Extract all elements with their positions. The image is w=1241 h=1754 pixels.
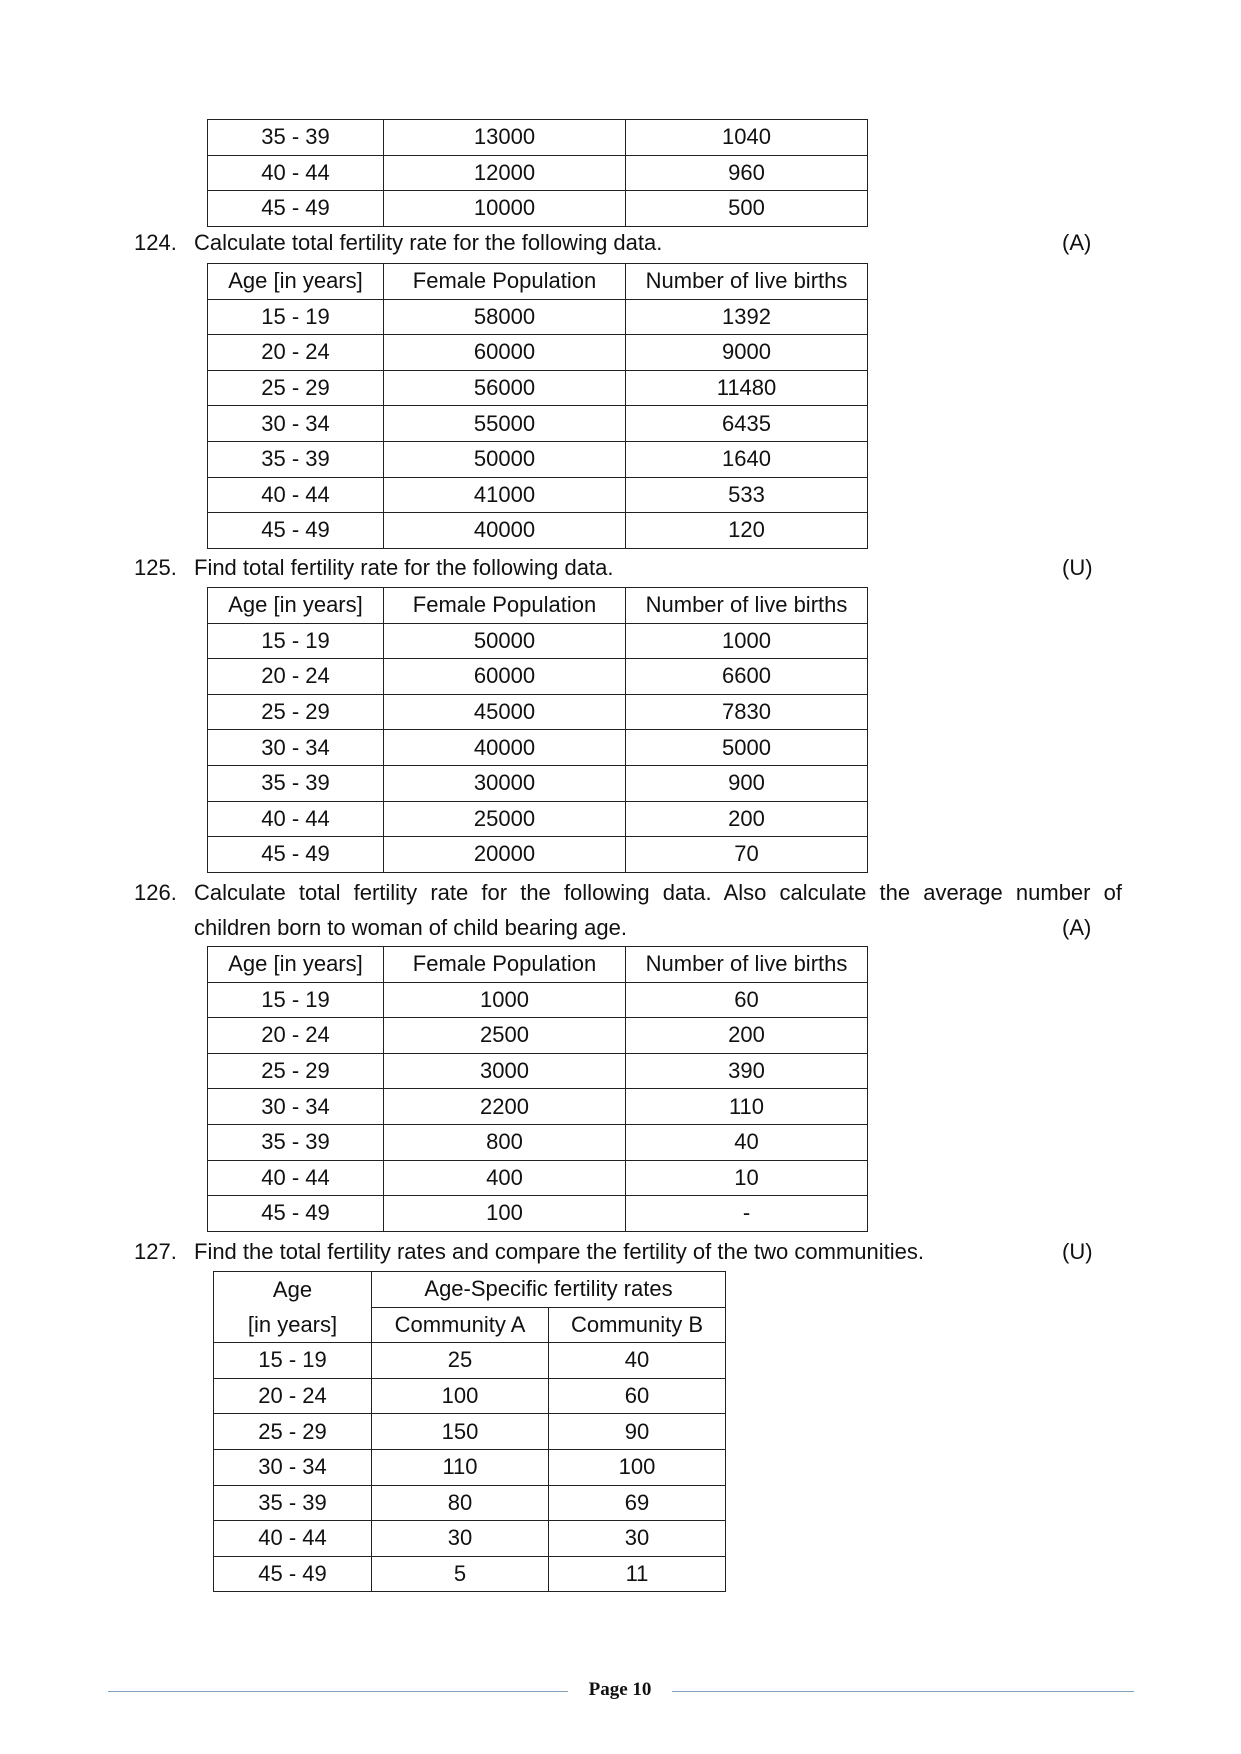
table-cell: 40000 bbox=[384, 513, 626, 549]
table-row bbox=[208, 694, 868, 730]
table-cell: 40 bbox=[549, 1343, 726, 1379]
table-cell: 20 - 24 bbox=[214, 1378, 372, 1414]
table-cell: 55000 bbox=[384, 406, 626, 442]
question-text: Calculate total fertility rate for the following data. bbox=[194, 230, 663, 255]
header-age-line1: Age bbox=[272, 1277, 313, 1303]
footer-rule-left bbox=[108, 1691, 568, 1692]
table-cell: 35 - 39 bbox=[208, 120, 384, 156]
header-community-b: Community B bbox=[549, 1307, 726, 1343]
table-cell: 35 - 39 bbox=[208, 1124, 384, 1160]
table-cell: 35 - 39 bbox=[214, 1485, 372, 1521]
table-cell: 25 - 29 bbox=[208, 694, 384, 730]
question-text: Find the total fertility rates and compare the fertility of the two communities. bbox=[194, 1239, 924, 1264]
question-mark: (U) bbox=[1062, 1239, 1093, 1264]
table-cell: 533 bbox=[626, 477, 868, 513]
table-cell: 60 bbox=[549, 1378, 726, 1414]
table-cell: 900 bbox=[626, 765, 868, 801]
table-row bbox=[208, 765, 868, 801]
table-cell: 45000 bbox=[384, 694, 626, 730]
table-header-cell: Female Population bbox=[384, 264, 626, 300]
table-cell: 100 bbox=[549, 1449, 726, 1485]
table-cell: 960 bbox=[626, 155, 868, 191]
question-number: 127. bbox=[134, 1239, 177, 1264]
question-mark: (U) bbox=[1062, 555, 1093, 580]
table-cell: 25 bbox=[372, 1343, 549, 1379]
table-row bbox=[208, 1089, 868, 1125]
page-number: Page 10 bbox=[588, 1679, 652, 1700]
table-row bbox=[208, 120, 868, 156]
question-text: Find total fertility rate for the following data. bbox=[194, 555, 614, 580]
table-cell: 70 bbox=[626, 837, 868, 873]
table-cell: 25 - 29 bbox=[208, 370, 384, 406]
table-row bbox=[214, 1449, 726, 1485]
table-cell: 30 bbox=[549, 1521, 726, 1557]
table-cell: 1000 bbox=[626, 623, 868, 659]
table-row bbox=[214, 1378, 726, 1414]
table-cell: 30 - 34 bbox=[208, 730, 384, 766]
table-cell: 60000 bbox=[384, 335, 626, 371]
table-cell: 30000 bbox=[384, 765, 626, 801]
table-cell: 12000 bbox=[384, 155, 626, 191]
question-text-line1: Calculate total fertility rate for the following data. Also calculate the average number of bbox=[194, 880, 1122, 905]
table-cell: 1640 bbox=[626, 441, 868, 477]
table-cell: 30 bbox=[372, 1521, 549, 1557]
table-row bbox=[208, 659, 868, 695]
table-cell: 100 bbox=[372, 1378, 549, 1414]
question-number: 126. bbox=[134, 880, 177, 905]
table-cell: 800 bbox=[384, 1124, 626, 1160]
table-cell: 15 - 19 bbox=[214, 1343, 372, 1379]
question-number: 124. bbox=[134, 230, 177, 255]
table-cell: 1000 bbox=[384, 982, 626, 1018]
table-cell: 110 bbox=[372, 1449, 549, 1485]
table-cell: 400 bbox=[384, 1160, 626, 1196]
table-cell: 50000 bbox=[384, 441, 626, 477]
table-cell: 80 bbox=[372, 1485, 549, 1521]
table-row bbox=[208, 1160, 868, 1196]
table-cell: 30 - 34 bbox=[208, 1089, 384, 1125]
table-cell: 60000 bbox=[384, 659, 626, 695]
table-cell: 40 - 44 bbox=[214, 1521, 372, 1557]
table-cell: 20 - 24 bbox=[208, 335, 384, 371]
table-row bbox=[208, 1053, 868, 1089]
table-row bbox=[208, 1018, 868, 1054]
table-header-cell: Number of live births bbox=[626, 588, 868, 624]
table-cell: 3000 bbox=[384, 1053, 626, 1089]
table-cell: 40 - 44 bbox=[208, 801, 384, 837]
table-row bbox=[208, 1124, 868, 1160]
table-row bbox=[214, 1556, 726, 1592]
table-header-cell: Number of live births bbox=[626, 264, 868, 300]
table-row bbox=[208, 370, 868, 406]
table-cell: 390 bbox=[626, 1053, 868, 1089]
table-cell: 13000 bbox=[384, 120, 626, 156]
table-row bbox=[208, 837, 868, 873]
q124-table bbox=[207, 263, 868, 549]
table-row bbox=[208, 191, 868, 227]
table-cell: 200 bbox=[626, 1018, 868, 1054]
table-cell: 20 - 24 bbox=[208, 659, 384, 695]
table-cell: 30 - 34 bbox=[214, 1449, 372, 1485]
header-age bbox=[214, 1272, 372, 1343]
footer-rule-right bbox=[672, 1691, 1134, 1692]
header-age-line2: [in years] bbox=[247, 1312, 338, 1338]
table-cell: 45 - 49 bbox=[208, 1196, 384, 1232]
table-cell: 40 - 44 bbox=[208, 477, 384, 513]
table-cell: 15 - 19 bbox=[208, 623, 384, 659]
table-header-cell: Number of live births bbox=[626, 947, 868, 983]
table-cell: 56000 bbox=[384, 370, 626, 406]
table-header-cell: Female Population bbox=[384, 947, 626, 983]
table-cell: 500 bbox=[626, 191, 868, 227]
table-row bbox=[208, 730, 868, 766]
table-cell: 6435 bbox=[626, 406, 868, 442]
table-cell: 90 bbox=[549, 1414, 726, 1450]
question-mark: (A) bbox=[1062, 230, 1092, 255]
q127-table bbox=[213, 1271, 726, 1592]
table-cell: 58000 bbox=[384, 299, 626, 335]
table-cell: 40 - 44 bbox=[208, 1160, 384, 1196]
header-group: Age-Specific fertility rates bbox=[372, 1272, 726, 1308]
table-row bbox=[208, 513, 868, 549]
table-cell: 1040 bbox=[626, 120, 868, 156]
table-cell: 40 - 44 bbox=[208, 155, 384, 191]
table-cell: 2200 bbox=[384, 1089, 626, 1125]
table-header-cell: Age [in years] bbox=[208, 264, 384, 300]
table-cell: 100 bbox=[384, 1196, 626, 1232]
table-row bbox=[208, 1196, 868, 1232]
table-cell: 35 - 39 bbox=[208, 765, 384, 801]
table-cell: 9000 bbox=[626, 335, 868, 371]
table-row bbox=[208, 406, 868, 442]
table-cell: 5000 bbox=[626, 730, 868, 766]
table-row bbox=[214, 1343, 726, 1379]
table-cell: - bbox=[626, 1196, 868, 1232]
q126-table bbox=[207, 946, 868, 1232]
table-cell: 15 - 19 bbox=[208, 982, 384, 1018]
header-community-a: Community A bbox=[372, 1307, 549, 1343]
table-cell: 110 bbox=[626, 1089, 868, 1125]
question-text-line2: children born to woman of child bearing age. bbox=[194, 915, 627, 940]
table-cell: 2500 bbox=[384, 1018, 626, 1054]
table-row bbox=[214, 1414, 726, 1450]
table-cell: 40000 bbox=[384, 730, 626, 766]
table-row bbox=[214, 1521, 726, 1557]
table-cell: 45 - 49 bbox=[208, 513, 384, 549]
table-cell: 7830 bbox=[626, 694, 868, 730]
table-header-cell: Age [in years] bbox=[208, 947, 384, 983]
table-cell: 11 bbox=[549, 1556, 726, 1592]
table-cell: 30 - 34 bbox=[208, 406, 384, 442]
table-cell: 45 - 49 bbox=[208, 837, 384, 873]
table-cell: 20000 bbox=[384, 837, 626, 873]
table-cell: 150 bbox=[372, 1414, 549, 1450]
table-cell: 6600 bbox=[626, 659, 868, 695]
table-cell: 45 - 49 bbox=[214, 1556, 372, 1592]
table-row bbox=[208, 441, 868, 477]
table-cell: 50000 bbox=[384, 623, 626, 659]
table-cell: 60 bbox=[626, 982, 868, 1018]
continued-table bbox=[207, 119, 868, 227]
table-cell: 40 bbox=[626, 1124, 868, 1160]
table-row bbox=[208, 155, 868, 191]
table-cell: 25000 bbox=[384, 801, 626, 837]
table-cell: 35 - 39 bbox=[208, 441, 384, 477]
table-cell: 25 - 29 bbox=[208, 1053, 384, 1089]
table-cell: 41000 bbox=[384, 477, 626, 513]
table-row bbox=[208, 801, 868, 837]
table-header-cell: Age [in years] bbox=[208, 588, 384, 624]
q125-table bbox=[207, 587, 868, 873]
table-cell: 10000 bbox=[384, 191, 626, 227]
table-cell: 25 - 29 bbox=[214, 1414, 372, 1450]
table-row bbox=[208, 335, 868, 371]
table-cell: 20 - 24 bbox=[208, 1018, 384, 1054]
table-cell: 120 bbox=[626, 513, 868, 549]
question-number: 125. bbox=[134, 555, 177, 580]
table-cell: 15 - 19 bbox=[208, 299, 384, 335]
table-cell: 45 - 49 bbox=[208, 191, 384, 227]
table-cell: 1392 bbox=[626, 299, 868, 335]
table-cell: 11480 bbox=[626, 370, 868, 406]
table-row bbox=[208, 623, 868, 659]
table-cell: 200 bbox=[626, 801, 868, 837]
table-row bbox=[208, 982, 868, 1018]
table-cell: 69 bbox=[549, 1485, 726, 1521]
table-header-cell: Female Population bbox=[384, 588, 626, 624]
table-row bbox=[208, 477, 868, 513]
table-row bbox=[214, 1485, 726, 1521]
table-cell: 10 bbox=[626, 1160, 868, 1196]
table-row bbox=[208, 299, 868, 335]
table-cell: 5 bbox=[372, 1556, 549, 1592]
question-mark: (A) bbox=[1062, 915, 1092, 940]
